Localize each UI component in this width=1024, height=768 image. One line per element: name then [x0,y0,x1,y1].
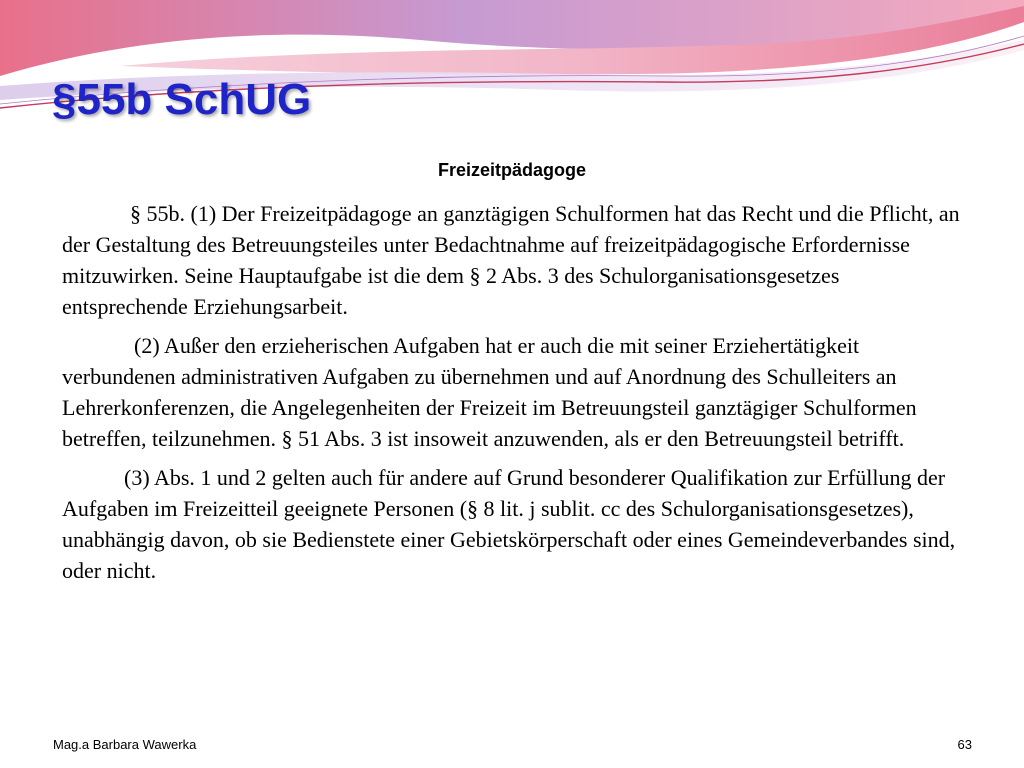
paragraph-3: (3) Abs. 1 und 2 gelten auch für andere auf Grund besonderer Qualifikation zur Erfüllung der Aufgaben im Freizeitteil geeignete Personen (§ 8 lit. j sublit. cc des Schulorganisationsgesetzes), unabhängig davon, ob sie Bedienstete einer Gebietskörperschaft oder eines Gemeindeverbandes sind, oder nicht. [62,465,956,583]
paragraph-1-text: (1) Der Freizeitpädagoge an ganztägigen Schulformen hat das Recht und die Pflicht, an der Gestaltung des Betreuungsteiles unter Bedachtnahme auf freizeitpädagogische Erfordernisse mitzuwirken. Seine Hauptaufgabe ist die dem § 2 Abs. 3 des Schulorganisationsgesetzes entsprechende Erziehungsarbeit. [62,201,960,319]
page-number: 63 [957,737,972,752]
paragraph-2: (2) Außer den erzieherischen Aufgaben hat er auch die mit seiner Erziehertätigkeit verbundenen administrativen Aufgaben zu übernehmen und auf Anordnung des Schulleiters an Lehrerkonferenzen, die Angelegenheiten der Freizeit im Betreuungsteil ganztägiger Schulformen betreffen, teilzunehmen. § 51 Abs. 3 ist insoweit anzuwenden, als er den Betreuungsteil betrifft. [62,333,917,451]
paragraph-1 [62,198,962,322]
law-text [62,198,962,594]
section-heading: Freizeitpädagoge [437,160,587,180]
slide-title: §55b SchUG [52,75,312,124]
paragraph-mark: § 55b. [130,201,185,226]
footer-author: Mag.a Barbara Wawerka [53,737,197,752]
